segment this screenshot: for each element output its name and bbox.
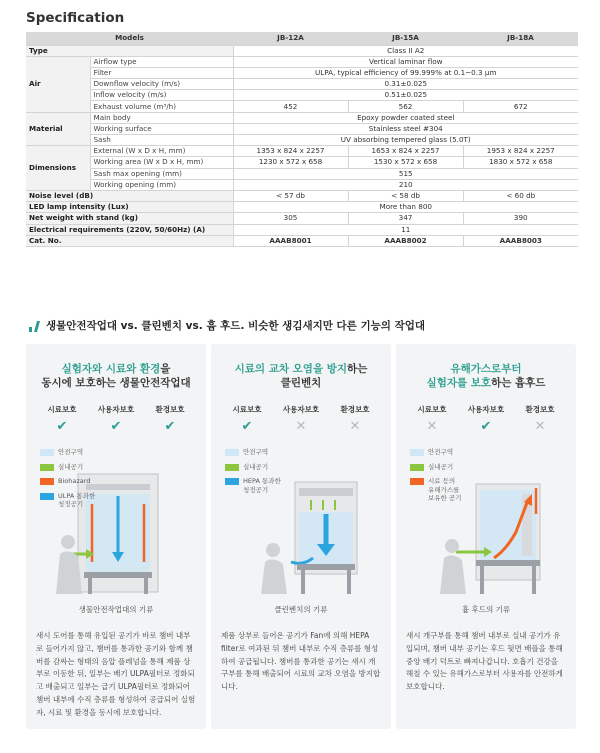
check-icon: ✔	[56, 419, 68, 434]
comparison-heading-text: 생물안전작업대 vs. 클린벤치 vs. 흄 후드. 비슷한 생김새지만 다른 기능의 작업대	[46, 320, 425, 332]
cell-value: UV absorbing tempered glass (5.0T)	[233, 135, 578, 146]
legend-label: 실내공기	[428, 462, 454, 471]
room-air-arrow-icon	[225, 464, 239, 471]
cell-value: 1530 x 572 x 658	[348, 157, 463, 168]
safe-zone-swatch	[410, 449, 424, 456]
check-icon: ✔	[164, 419, 176, 434]
panel-title	[211, 362, 391, 390]
cell-value: 1653 x 824 x 2257	[348, 146, 463, 157]
cell-value: More than 800	[233, 202, 578, 213]
title-highlight: 시료의 교차 오염을 방지	[234, 363, 348, 375]
cell-value: 0.31±0.025	[233, 79, 578, 90]
panel-description: 새시 도어를 통해 유입된 공기가 바로 챔버 내부로 들어가지 않고, 챔버를 통과한 공기와 함께 챔버를 감싸는 형태의 음압 플레넘을 통해 제품 상부로 이동한 뒤, 일부는 배기 ULPA필터로 정화되고 배출되고 일부는 급기 ULPA필터로 정화되어 챔버 내부에 수직 층류를 형성하여 공급되어 실험자, 시료 및 환경을 동시에 보호합니다.	[36, 631, 196, 717]
protection-label: 사용자보호	[282, 405, 320, 414]
row-label: Airflow type	[90, 56, 233, 67]
table-row	[26, 235, 578, 246]
cell-value: 1953 x 824 x 2257	[463, 146, 578, 157]
cross-icon: ✕	[349, 419, 361, 434]
row-label: Downflow velocity (m/s)	[90, 79, 233, 90]
hazardous-gas-arrow-icon	[410, 478, 424, 485]
table-row	[26, 135, 578, 146]
table-row	[26, 179, 578, 190]
cell-value: < 60 db	[463, 190, 578, 201]
row-label: Sash	[90, 135, 233, 146]
group-label: Dimensions	[26, 146, 90, 191]
table-row	[26, 79, 578, 90]
header-models: Models	[26, 32, 233, 45]
protection-label: 환경보호	[525, 405, 555, 414]
row-label: External (W x D x H, mm)	[90, 146, 233, 157]
biohazard-arrow-icon	[40, 478, 54, 485]
row-label: Sash max opening (mm)	[90, 168, 233, 179]
cell-value: < 58 db	[348, 190, 463, 201]
cell-value: 0.51±0.025	[233, 90, 578, 101]
panel-description: 새시 개구부를 통해 챔버 내부로 실내 공기가 유입되며, 챔버 내부 공기는 후드 뒷면 배플을 통해 중앙 배기 덕트로 빠져나갑니다. 호흡기 건강을 해칠 수 있는 유해가스로부터 사용자를 안전하게 보호합니다.	[406, 631, 563, 692]
title-text: 동시에 보호하는 생물안전작업대	[41, 377, 191, 389]
comparison-heading	[28, 318, 425, 333]
filtered-air-arrow-icon	[40, 493, 54, 500]
title-text: 클린벤치	[280, 377, 322, 389]
table-row	[26, 90, 578, 101]
legend-label: 시료 등의 유해가스를 보유한 공기	[428, 477, 462, 502]
legend-label: 안전구역	[243, 448, 269, 456]
cell-value: 562	[348, 101, 463, 112]
cell-value: 305	[233, 213, 348, 224]
cell-value: AAAB8001	[233, 235, 348, 246]
row-label: Working opening (mm)	[90, 179, 233, 190]
title-text: 하는 흄후드	[491, 377, 546, 389]
legend	[225, 448, 281, 500]
panel-caption: 생물안전작업대의 기류	[78, 605, 154, 614]
cell-value: ULPA, typical efficiency of 99.999% at 0.1~0.3 µm	[233, 67, 578, 78]
panel-caption: 흄 후드의 기류	[461, 605, 511, 614]
protection-label: 사용자보호	[467, 405, 505, 414]
panel-fume-hood	[396, 344, 576, 729]
safe-zone-swatch	[40, 449, 54, 456]
specification-table	[26, 32, 578, 247]
cell-value: 1230 x 572 x 658	[233, 157, 348, 168]
cross-icon: ✕	[534, 419, 546, 434]
legend-label: 실내공기	[243, 462, 269, 471]
check-icon: ✔	[110, 419, 122, 434]
cell-value: Epoxy powder coated steel	[233, 112, 578, 123]
row-label: Main body	[90, 112, 233, 123]
cell-value: < 57 db	[233, 190, 348, 201]
panel-description: 제품 상부로 들어온 공기가 Fan에 의해 HEPA filter로 여과된 뒤 챔버 내부로 수직 층류를 형성하여 공급됩니다. 챔버를 통과한 공기는 새시 개구부를 통해 배출되어 시료의 교차 오염을 방지합니다.	[221, 631, 381, 692]
header-model: JB-18A	[463, 32, 578, 45]
cell-value: 347	[348, 213, 463, 224]
table-row	[26, 123, 578, 134]
cell-value: AAAB8003	[463, 235, 578, 246]
panel-biosafety-cabinet	[26, 344, 206, 729]
check-icon: ✔	[241, 419, 253, 434]
cell-value: Vertical laminar flow	[233, 56, 578, 67]
table-header-row	[26, 32, 578, 45]
table-row	[26, 213, 578, 224]
room-air-arrow-icon	[410, 464, 424, 471]
cell-value: 1353 x 824 x 2257	[233, 146, 348, 157]
row-label: Working area (W x D x H, mm)	[90, 157, 233, 168]
protection-row	[36, 404, 196, 435]
header-model: JB-12A	[233, 32, 348, 45]
table-row	[26, 45, 578, 56]
legend-label: 실내공기	[58, 462, 84, 471]
group-label: Air	[26, 56, 90, 112]
protection-label: 환경보호	[155, 405, 185, 414]
protection-row	[221, 404, 381, 435]
cell-value: 672	[463, 101, 578, 112]
cross-icon: ✕	[295, 419, 307, 434]
table-row	[26, 112, 578, 123]
header-model: JB-15A	[348, 32, 463, 45]
row-label: Filter	[90, 67, 233, 78]
slash-mark-icon	[28, 320, 40, 332]
row-label: Inflow velocity (m/s)	[90, 90, 233, 101]
panel-caption: 클린벤치의 기류	[274, 605, 328, 614]
protection-row	[406, 404, 566, 435]
title-highlight: 유해가스로부터	[450, 363, 522, 375]
row-label: Noise level (dB)	[26, 190, 233, 201]
protection-label: 환경보호	[340, 405, 370, 414]
legend-label: 안전구역	[428, 448, 454, 456]
group-label: Material	[26, 112, 90, 146]
panel-clean-bench	[211, 344, 391, 729]
row-label: Exhaust volume (m³/h)	[90, 101, 233, 112]
table-row	[26, 168, 578, 179]
panel-title	[26, 362, 206, 390]
legend	[410, 448, 461, 509]
cross-icon: ✕	[426, 419, 438, 434]
row-label: LED lamp intensity (Lux)	[26, 202, 233, 213]
protection-label: 시료보호	[232, 405, 262, 414]
table-row	[26, 202, 578, 213]
legend-label: Biohazard	[58, 477, 91, 485]
row-label: Electrical requirements (220V, 50/60Hz) (A)	[26, 224, 233, 235]
cell-value: 210	[233, 179, 578, 190]
table-row	[26, 101, 578, 112]
cell-value: 390	[463, 213, 578, 224]
row-label: Net weight with stand (kg)	[26, 213, 233, 224]
title-text: 하는	[347, 363, 368, 375]
table-row	[26, 190, 578, 201]
legend-label: 안전구역	[58, 448, 84, 456]
specification-title: Specification	[26, 10, 125, 26]
safe-zone-swatch	[225, 449, 239, 456]
title-text: 을	[160, 363, 171, 375]
table-row	[26, 157, 578, 168]
table-row	[26, 146, 578, 157]
legend	[40, 448, 95, 515]
filtered-air-arrow-icon	[225, 478, 239, 485]
cell-value: 452	[233, 101, 348, 112]
cell-value: 515	[233, 168, 578, 179]
title-highlight: 실험자와 시료와 환경	[61, 363, 161, 375]
protection-label: 시료보호	[417, 405, 447, 414]
protection-label: 시료보호	[47, 405, 77, 414]
title-highlight: 실험자를 보호	[426, 377, 492, 389]
cell-value: AAAB8002	[348, 235, 463, 246]
protection-label: 사용자보호	[97, 405, 135, 414]
row-label: Cat. No.	[26, 235, 233, 246]
row-label: Working surface	[90, 123, 233, 134]
cell-value: 1830 x 572 x 658	[463, 157, 578, 168]
cell-value: Stainless steel #304	[233, 123, 578, 134]
room-air-arrow-icon	[40, 464, 54, 471]
row-label: Type	[26, 45, 233, 56]
table-row	[26, 67, 578, 78]
cell-value: 11	[233, 224, 578, 235]
cell-value: Class II A2	[233, 45, 578, 56]
legend-label: HEPA 통과한 청정공기	[243, 477, 281, 494]
check-icon: ✔	[480, 419, 492, 434]
table-row	[26, 56, 578, 67]
panel-title	[396, 362, 576, 390]
table-row	[26, 224, 578, 235]
legend-label: ULPA 통과한 청정공기	[58, 491, 96, 508]
